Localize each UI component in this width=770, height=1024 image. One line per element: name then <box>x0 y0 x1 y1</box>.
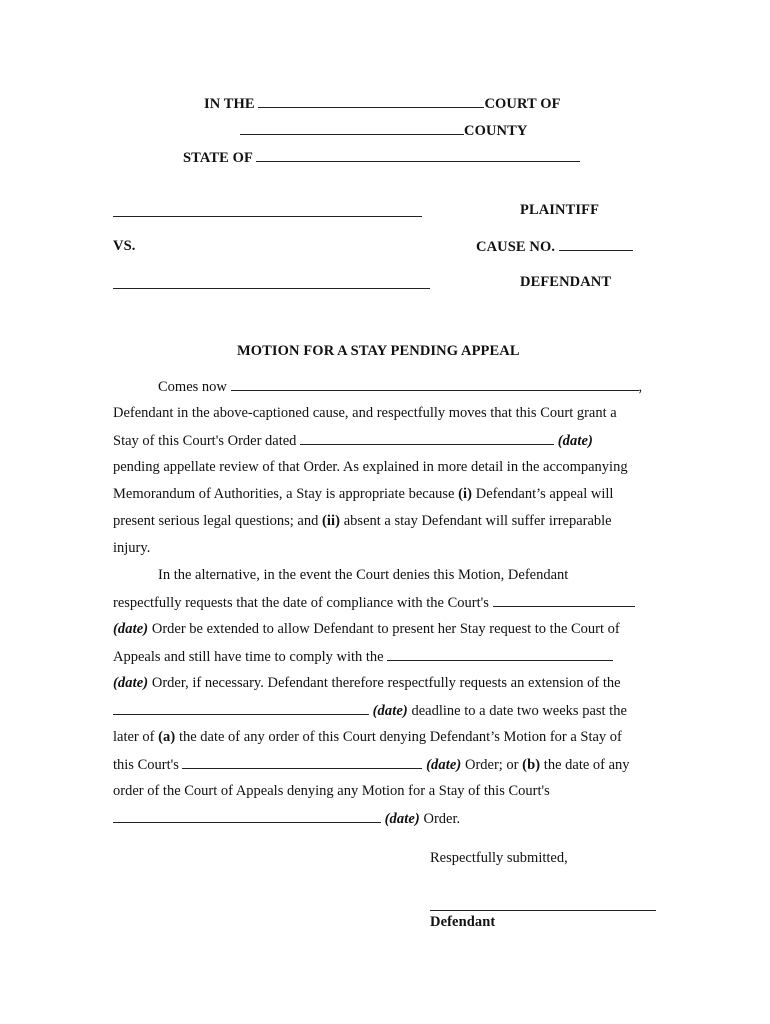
county-name-blank[interactable] <box>240 121 464 135</box>
body-line-1: Comes now , <box>158 379 643 395</box>
body-line-4: pending appellate review of that Order. As explained in more detail in the accompanying <box>113 459 628 475</box>
body-line-15: this Court's (date) Order; or (b) the date of any <box>113 757 630 773</box>
body-line-16: order of the Court of Appeals denying any Motion for a Stay of this Court's <box>113 783 550 799</box>
body-line-3: Stay of this Court's Order dated (date) <box>113 433 593 449</box>
in-the-label: IN THE <box>204 96 255 112</box>
body-line-14: later of (a) the date of any order of this Court denying Defendant’s Motion for a Stay of <box>113 729 622 745</box>
cause-no-label: CAUSE NO. <box>476 239 556 255</box>
order-date-field[interactable] <box>300 431 554 445</box>
signature-label: Defendant <box>430 914 496 930</box>
body-line-10: (date) Order be extended to allow Defendant to present her Stay request to the Court of <box>113 621 620 637</box>
defendant-name-blank[interactable] <box>113 288 430 289</box>
state-of-label: STATE OF <box>183 150 253 166</box>
plaintiff-name-blank[interactable] <box>113 216 422 217</box>
appeals-order-date-field[interactable] <box>113 809 381 823</box>
vs-label: VS. <box>113 238 136 254</box>
state-name-blank[interactable] <box>256 148 580 162</box>
cause-no-blank[interactable] <box>559 237 633 251</box>
comply-date-field[interactable] <box>387 647 613 661</box>
caption-county-line <box>240 121 527 140</box>
body-line-9: respectfully requests that the date of compliance with the Court's <box>113 593 635 612</box>
body-line-7: injury. <box>113 540 151 556</box>
body-line-13: (date) deadline to a date two weeks past the <box>113 701 627 720</box>
closing-text: Respectfully submitted, <box>430 850 568 866</box>
body-line-11: Appeals and still have time to comply with the <box>113 647 613 666</box>
defendant-label: DEFENDANT <box>520 274 612 290</box>
body-line-2: Defendant in the above-captioned cause, and respectfully moves that this Court grant a <box>113 405 617 421</box>
body-line-8: In the alternative, in the event the Court denies this Motion, Defendant <box>158 567 569 583</box>
document-title: MOTION FOR A STAY PENDING APPEAL <box>237 343 520 359</box>
body-line-12: (date) Order, if necessary. Defendant therefore respectfully requests an extension of the <box>113 675 621 691</box>
cause-no-line <box>476 237 633 256</box>
compliance-date-field[interactable] <box>493 593 635 607</box>
court-of-label: COURT OF <box>484 96 561 112</box>
deadline-date-field[interactable] <box>113 701 369 715</box>
body-line-6: present serious legal questions; and (ii) absent a stay Defendant will suffer irreparable <box>113 513 612 529</box>
body-line-17: (date) Order. <box>113 809 460 828</box>
defendant-name-field[interactable] <box>231 377 639 391</box>
court-name-blank[interactable] <box>258 94 484 108</box>
date-label: (date) <box>557 433 593 449</box>
county-label: COUNTY <box>464 123 528 139</box>
plaintiff-label: PLAINTIFF <box>520 202 600 218</box>
signature-line[interactable] <box>430 910 656 911</box>
caption-state-line <box>183 148 580 167</box>
body-line-5: Memorandum of Authorities, a Stay is appropriate because (i) Defendant’s appeal will <box>113 486 614 502</box>
caption-court-line <box>204 94 561 113</box>
court-order-date-field[interactable] <box>182 755 422 769</box>
